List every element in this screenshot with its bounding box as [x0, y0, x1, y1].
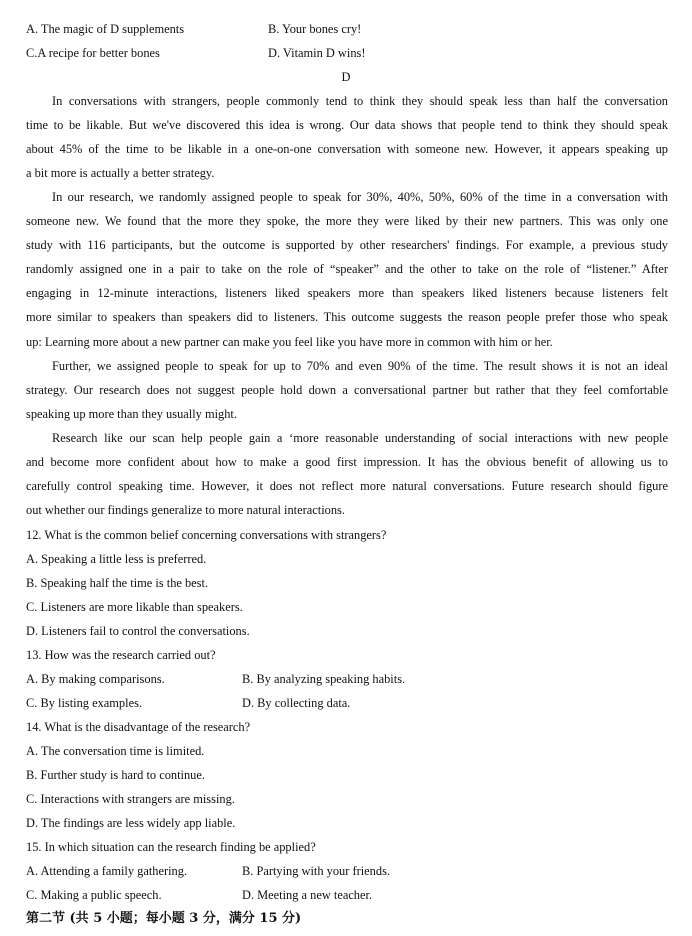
prev-option-b: B. Your bones cry!	[268, 22, 362, 36]
passage-line: study with 116 participants, but the outcome is supported by other researchers' findings. For example, a previous study	[26, 238, 668, 253]
passage-paragraph-3	[26, 354, 668, 426]
passage-line: Further, we assigned people to speak for up to 70% and even 90% of the time. The result shows it is not an ideal	[52, 359, 668, 373]
section-footer-heading: 第二节 (共 5 小题；每小题 3 分，满分 15 分)	[26, 911, 302, 926]
question-15-option-a[interactable]: A. Attending a family gathering.	[26, 864, 188, 878]
question-14-option-b[interactable]: B. Further study is hard to continue.	[26, 768, 205, 782]
question-14-option-a[interactable]: A. The conversation time is limited.	[26, 744, 205, 758]
passage-paragraph-1	[26, 89, 668, 185]
passage-paragraph-4	[26, 426, 668, 522]
passage-line: and become more confident about how to make a good first impression. It has the obvious benefit of allowing us to	[26, 455, 668, 470]
passage-line: In conversations with strangers, people commonly tend to think they should speak less than half the conversation	[52, 94, 668, 108]
passage-line: more similar to speakers than speakers did to listeners. This outcome suggests the reason people prefer those who speak	[26, 310, 668, 325]
question-12-option-c[interactable]: C. Listeners are more likable than speakers.	[26, 600, 243, 614]
question-15-stem: 15. In which situation can the research finding be applied?	[26, 840, 316, 854]
section-letter: D	[341, 70, 351, 84]
prev-option-d: D. Vitamin D wins!	[268, 46, 366, 60]
passage-line: time to be likable. But we've discovered this idea is wrong. Our data shows that people tend to think they should speak	[26, 118, 668, 133]
passage-line: Research like our scan help people gain a ‘more reasonable understanding of social interactions with new people	[52, 431, 668, 445]
passage-line: about 45% of the time to be likable in a one-on-one conversation with someone new. However, it appears speaking up	[26, 142, 668, 157]
question-12-option-b[interactable]: B. Speaking half the time is the best.	[26, 576, 209, 590]
question-13-option-b[interactable]: B. By analyzing speaking habits.	[242, 672, 406, 686]
question-13-option-c[interactable]: C. By listing examples.	[26, 696, 142, 710]
question-13-stem: 13. How was the research carried out?	[26, 648, 216, 662]
passage-line: someone new. We found that the more they spoke, the more they were liked by their new partners. This was only one	[26, 214, 668, 229]
passage-line: up: Learning more about a new partner can make you feel like you have more in common with him or her.	[26, 334, 553, 349]
question-15-option-d[interactable]: D. Meeting a new teacher.	[242, 888, 373, 902]
question-14-option-d[interactable]: D. The findings are less widely app liable.	[26, 816, 236, 830]
question-12-option-a[interactable]: A. Speaking a little less is preferred.	[26, 552, 207, 566]
passage-line: engaging in 12-minute interactions, listeners liked speakers more than speakers liked listeners because listeners felt	[26, 286, 668, 301]
question-12-stem: 12. What is the common belief concerning conversations with strangers?	[26, 528, 387, 542]
passage-line: randomly assigned one in a pair to take on the role of “speaker” and the other to take on the role of “listener.” After	[26, 262, 668, 277]
question-13-option-a[interactable]: A. By making comparisons.	[26, 672, 165, 686]
passage-line: out whether our findings generalize to more natural interactions.	[26, 503, 345, 518]
question-15-option-b[interactable]: B. Partying with your friends.	[242, 864, 390, 878]
question-14-option-c[interactable]: C. Interactions with strangers are missing.	[26, 792, 235, 806]
passage-line: In our research, we randomly assigned people to speak for 30%, 40%, 50%, 60% of the time in a conversation with	[52, 190, 668, 204]
prev-option-a: A. The magic of D supplements	[26, 22, 185, 36]
passage-line: carefully control speaking time. However, it does not reflect more natural conversations. Future research should figure	[26, 479, 668, 494]
question-14-stem: 14. What is the disadvantage of the research?	[26, 720, 251, 734]
passage-paragraph-2	[26, 185, 668, 354]
passage-line: strategy. Our research does not suggest people hold down a conversational partner but rather that they feel comfortable	[26, 383, 668, 398]
passage-line: speaking up more than they usually might.	[26, 407, 237, 422]
question-15-option-c[interactable]: C. Making a public speech.	[26, 888, 162, 902]
prev-option-c: C.A recipe for better bones	[26, 46, 160, 60]
question-13-option-d[interactable]: D. By collecting data.	[242, 696, 351, 710]
question-12-option-d[interactable]: D. Listeners fail to control the conversations.	[26, 624, 250, 638]
passage-line: a bit more is actually a better strategy.	[26, 166, 215, 181]
